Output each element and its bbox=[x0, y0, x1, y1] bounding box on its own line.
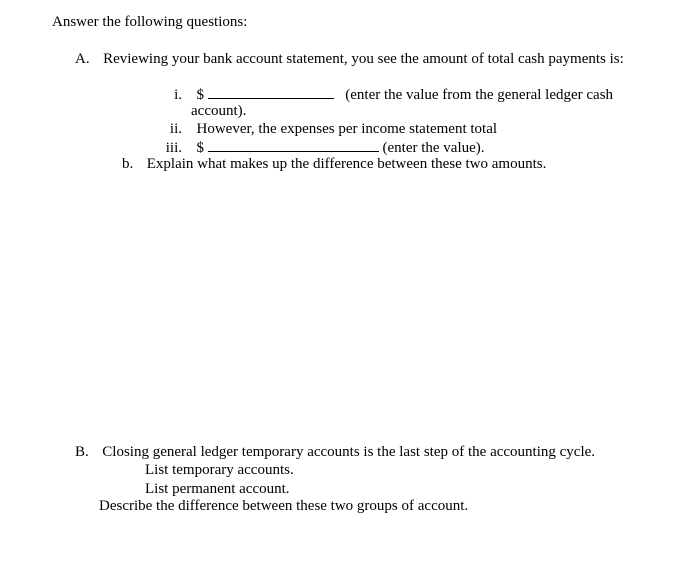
item-i-answer-blank[interactable] bbox=[208, 85, 334, 99]
question-b bbox=[75, 443, 595, 461]
question-b-closing: Describe the difference between these two groups of account. bbox=[99, 498, 469, 514]
question-a-text: Reviewing your bank account statement, you see the amount of total cash payments is: bbox=[103, 51, 624, 67]
item-iii-marker: iii. bbox=[165, 140, 182, 156]
question-b-text: Closing general ledger temporary accounts is the last step of the accounting cycle. bbox=[102, 444, 596, 460]
item-ii-text: However, the expenses per income statement total bbox=[196, 121, 498, 137]
item-i-text: (enter the value from the general ledger cash bbox=[345, 87, 614, 103]
question-a-marker: A. bbox=[75, 51, 90, 67]
item-ii bbox=[160, 120, 497, 138]
item-i-dollar: $ bbox=[196, 87, 204, 103]
question-b-line-2: List permanent account. bbox=[145, 481, 290, 497]
question-b-lower-text: Explain what makes up the difference between these two amounts. bbox=[146, 156, 547, 172]
question-a bbox=[75, 50, 624, 68]
item-i-continuation: account). bbox=[191, 103, 247, 119]
item-iii-dollar: $ bbox=[196, 140, 204, 156]
item-ii-marker: ii. bbox=[169, 121, 182, 137]
item-iii-answer-blank[interactable] bbox=[208, 138, 379, 152]
item-iii-text: (enter the value). bbox=[382, 140, 485, 156]
item-i-marker: i. bbox=[174, 87, 182, 103]
question-b-lower bbox=[122, 155, 546, 173]
question-b-line-1: List temporary accounts. bbox=[145, 462, 294, 478]
question-b-marker: B. bbox=[75, 444, 89, 460]
question-b-lower-marker: b. bbox=[122, 156, 134, 172]
instructions-heading: Answer the following questions: bbox=[52, 14, 248, 30]
